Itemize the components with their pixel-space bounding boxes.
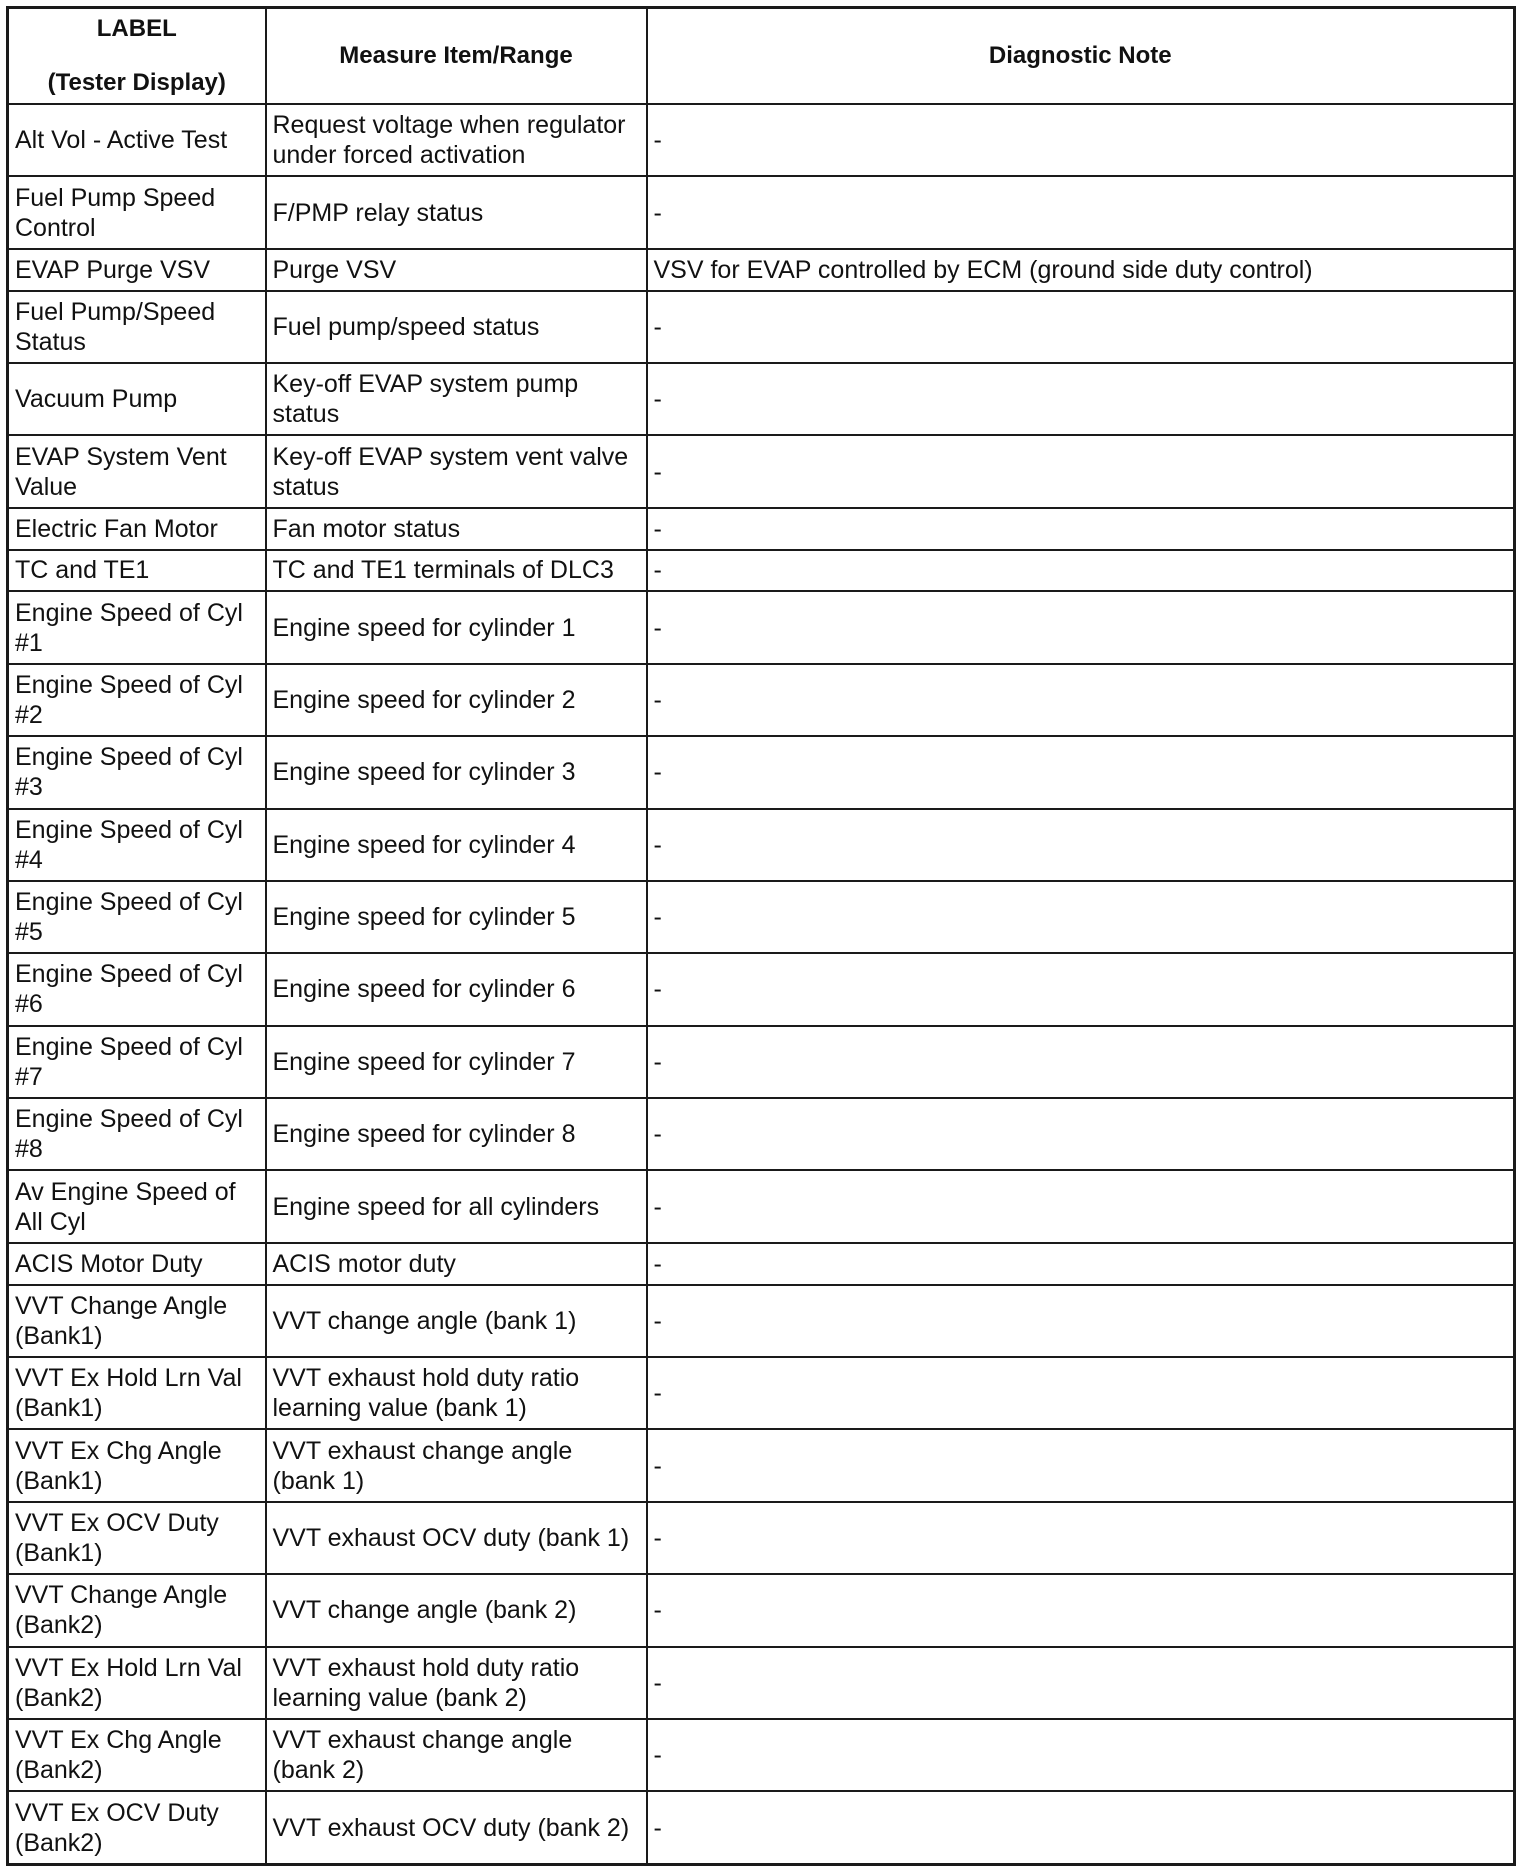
header-label-line1: LABEL — [96, 15, 177, 42]
cell-measure: Key-off EVAP system vent valve status — [266, 435, 647, 507]
table-row — [8, 1647, 1515, 1719]
table-row — [8, 1285, 1515, 1357]
cell-label: Engine Speed of Cyl #4 — [8, 809, 266, 881]
cell-note: - — [647, 104, 1515, 176]
cell-measure: F/PMP relay status — [266, 176, 647, 248]
cell-label: TC and TE1 — [8, 550, 266, 592]
cell-label: VVT Ex OCV Duty (Bank1) — [8, 1502, 266, 1574]
cell-note: - — [647, 1098, 1515, 1170]
cell-label: VVT Ex Hold Lrn Val (Bank2) — [8, 1647, 266, 1719]
cell-measure: Key-off EVAP system pump status — [266, 363, 647, 435]
table-row — [8, 435, 1515, 507]
table-row — [8, 1243, 1515, 1285]
cell-note: - — [647, 1647, 1515, 1719]
cell-label: Engine Speed of Cyl #1 — [8, 591, 266, 663]
cell-note: - — [647, 881, 1515, 953]
table-row — [8, 104, 1515, 176]
cell-measure: VVT exhaust OCV duty (bank 2) — [266, 1791, 647, 1864]
cell-measure: Engine speed for cylinder 6 — [266, 953, 647, 1025]
table-row — [8, 809, 1515, 881]
table-row — [8, 736, 1515, 808]
cell-note: - — [647, 550, 1515, 592]
cell-measure: Engine speed for all cylinders — [266, 1170, 647, 1242]
table-row — [8, 1791, 1515, 1864]
cell-note: - — [647, 291, 1515, 363]
cell-measure: Engine speed for cylinder 2 — [266, 664, 647, 736]
table-row — [8, 1429, 1515, 1501]
cell-label: Engine Speed of Cyl #5 — [8, 881, 266, 953]
cell-label: Alt Vol - Active Test — [8, 104, 266, 176]
cell-note: - — [647, 1357, 1515, 1429]
table-row — [8, 1502, 1515, 1574]
cell-note: - — [647, 1719, 1515, 1791]
cell-note: - — [647, 1429, 1515, 1501]
cell-measure: VVT exhaust OCV duty (bank 1) — [266, 1502, 647, 1574]
cell-measure: Engine speed for cylinder 7 — [266, 1026, 647, 1098]
cell-measure: Fan motor status — [266, 508, 647, 550]
cell-note: - — [647, 1243, 1515, 1285]
cell-note: - — [647, 363, 1515, 435]
cell-label: VVT Ex Chg Angle (Bank1) — [8, 1429, 266, 1501]
cell-label: Engine Speed of Cyl #6 — [8, 953, 266, 1025]
table-row — [8, 550, 1515, 592]
cell-measure: Engine speed for cylinder 1 — [266, 591, 647, 663]
cell-note: - — [647, 435, 1515, 507]
cell-measure: Fuel pump/speed status — [266, 291, 647, 363]
cell-note: - — [647, 1791, 1515, 1864]
cell-measure: Purge VSV — [266, 249, 647, 291]
table-body — [8, 104, 1515, 1865]
cell-label: Fuel Pump/Speed Status — [8, 291, 266, 363]
cell-measure: VVT exhaust hold duty ratio learning value (bank 1) — [266, 1357, 647, 1429]
header-measure: Measure Item/Range — [266, 8, 647, 105]
cell-label: VVT Change Angle (Bank1) — [8, 1285, 266, 1357]
table-row — [8, 1574, 1515, 1646]
cell-measure: Request voltage when regulator under forced activation — [266, 104, 647, 176]
cell-measure: VVT exhaust change angle (bank 2) — [266, 1719, 647, 1791]
cell-measure: Engine speed for cylinder 5 — [266, 881, 647, 953]
table-row — [8, 249, 1515, 291]
table-row — [8, 1026, 1515, 1098]
cell-note: - — [647, 809, 1515, 881]
document-page — [6, 6, 1513, 1866]
cell-label: VVT Change Angle (Bank2) — [8, 1574, 266, 1646]
cell-note: - — [647, 1574, 1515, 1646]
cell-label: Engine Speed of Cyl #7 — [8, 1026, 266, 1098]
table-row — [8, 1357, 1515, 1429]
cell-label: VVT Ex OCV Duty (Bank2) — [8, 1791, 266, 1864]
cell-note: - — [647, 508, 1515, 550]
table-row — [8, 591, 1515, 663]
cell-measure: TC and TE1 terminals of DLC3 — [266, 550, 647, 592]
table-row — [8, 176, 1515, 248]
cell-label: Engine Speed of Cyl #2 — [8, 664, 266, 736]
cell-measure: VVT exhaust change angle (bank 1) — [266, 1429, 647, 1501]
table-row — [8, 881, 1515, 953]
cell-note: - — [647, 1026, 1515, 1098]
cell-note: - — [647, 953, 1515, 1025]
data-list-table — [6, 6, 1516, 1866]
cell-note: - — [647, 664, 1515, 736]
cell-measure: VVT exhaust hold duty ratio learning value (bank 2) — [266, 1647, 647, 1719]
table-row — [8, 363, 1515, 435]
cell-note: - — [647, 1285, 1515, 1357]
table-row — [8, 1719, 1515, 1791]
cell-label: EVAP System Vent Value — [8, 435, 266, 507]
cell-note: - — [647, 591, 1515, 663]
header-note: Diagnostic Note — [647, 8, 1515, 105]
cell-label: Fuel Pump Speed Control — [8, 176, 266, 248]
cell-measure: Engine speed for cylinder 8 — [266, 1098, 647, 1170]
cell-label: VVT Ex Hold Lrn Val (Bank1) — [8, 1357, 266, 1429]
cell-note: - — [647, 736, 1515, 808]
cell-note: - — [647, 176, 1515, 248]
cell-measure: VVT change angle (bank 1) — [266, 1285, 647, 1357]
cell-note: VSV for EVAP controlled by ECM (ground side duty control) — [647, 249, 1515, 291]
header-label — [8, 8, 266, 105]
cell-measure: Engine speed for cylinder 4 — [266, 809, 647, 881]
table-row — [8, 664, 1515, 736]
cell-measure: VVT change angle (bank 2) — [266, 1574, 647, 1646]
table-row — [8, 1098, 1515, 1170]
table-row — [8, 508, 1515, 550]
cell-label: EVAP Purge VSV — [8, 249, 266, 291]
cell-measure: ACIS motor duty — [266, 1243, 647, 1285]
header-label-line2: (Tester Display) — [47, 69, 226, 96]
cell-measure: Engine speed for cylinder 3 — [266, 736, 647, 808]
cell-label: Electric Fan Motor — [8, 508, 266, 550]
cell-label: Engine Speed of Cyl #3 — [8, 736, 266, 808]
table-row — [8, 953, 1515, 1025]
cell-note: - — [647, 1170, 1515, 1242]
cell-note: - — [647, 1502, 1515, 1574]
table-row — [8, 291, 1515, 363]
table-header-row — [8, 8, 1515, 105]
cell-label: Vacuum Pump — [8, 363, 266, 435]
cell-label: ACIS Motor Duty — [8, 1243, 266, 1285]
cell-label: Engine Speed of Cyl #8 — [8, 1098, 266, 1170]
cell-label: Av Engine Speed of All Cyl — [8, 1170, 266, 1242]
table-row — [8, 1170, 1515, 1242]
cell-label: VVT Ex Chg Angle (Bank2) — [8, 1719, 266, 1791]
